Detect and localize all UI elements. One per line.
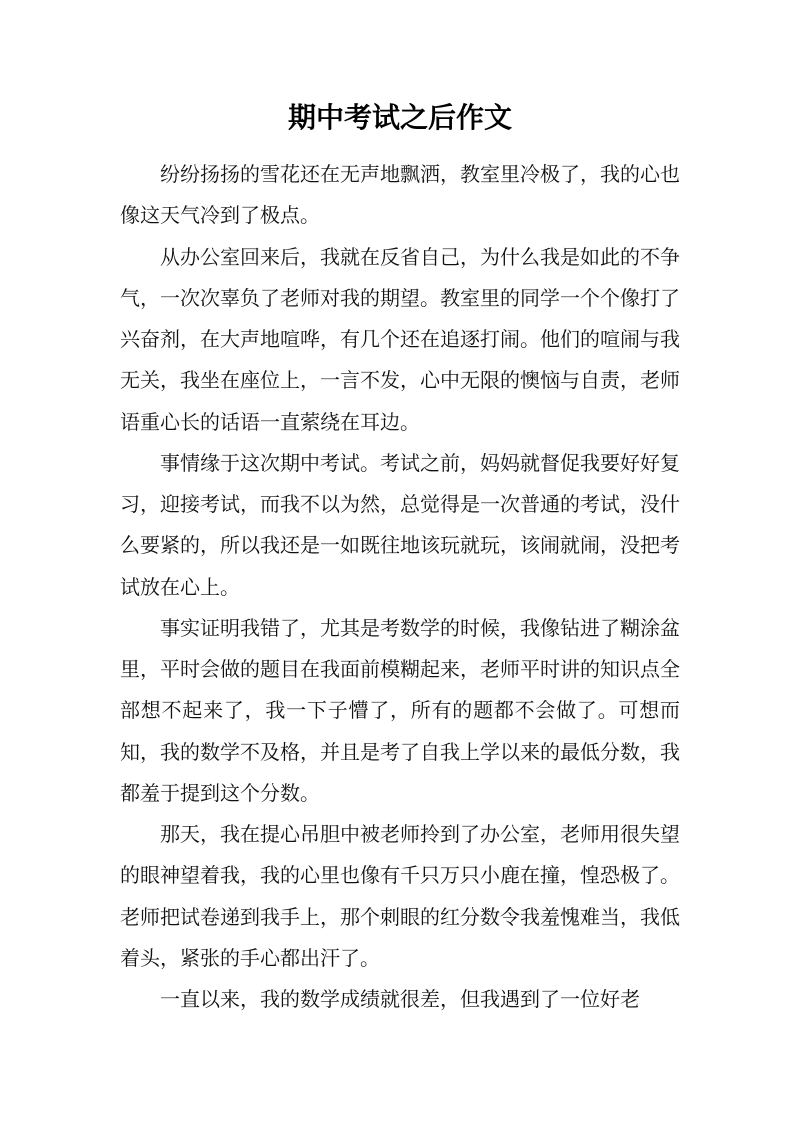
- paragraph-5: 那天，我在提心吊胆中被老师拎到了办公室，老师用很失望的眼神望着我，我的心里也像有千只万只小鹿在撞，惶恐极了。老师把试卷递到我手上，那个刺眼的红分数令我羞愧难当，我低着头，紧张的手心都出汗了。: [120, 822, 680, 970]
- paragraph-2: 从办公室回来后，我就在反省自己，为什么我是如此的不争气，一次次辜负了老师对我的期望。教室里的同学一个个像打了兴奋剂，在大声地喧哗，有几个还在追逐打闹。他们的喧闹与我无关，我坐在座位上，一言不发，心中无限的懊恼与自责，老师语重心长的话语一直萦绕在耳边。: [120, 244, 680, 434]
- paragraph-6: 一直以来，我的数学成绩就很差，但我遇到了一位好老: [160, 987, 640, 1011]
- page-title: 期中考试之后作文: [287, 101, 512, 134]
- essay-body: [120, 154, 680, 1020]
- paragraph-1: 纷纷扬扬的雪花还在无声地飘洒，教室里冷极了，我的心也像这天气冷到了极点。: [120, 162, 680, 228]
- paragraph-4: 事实证明我错了，尤其是考数学的时候，我像钻进了糊涂盆里，平时会做的题目在我面前模糊起来，老师平时讲的知识点全部想不起来了，我一下子懵了，所有的题都不会做了。可想而知，我的数学不及格，并且是考了自我上学以来的最低分数，我都羞于提到这个分数。: [120, 615, 680, 805]
- paragraph-3: 事情缘于这次期中考试。考试之前，妈妈就督促我要好好复习，迎接考试，而我不以为然，总觉得是一次普通的考试，没什么要紧的，所以我还是一如既往地该玩就玩，该闹就闹，没把考试放在心上。: [120, 450, 680, 599]
